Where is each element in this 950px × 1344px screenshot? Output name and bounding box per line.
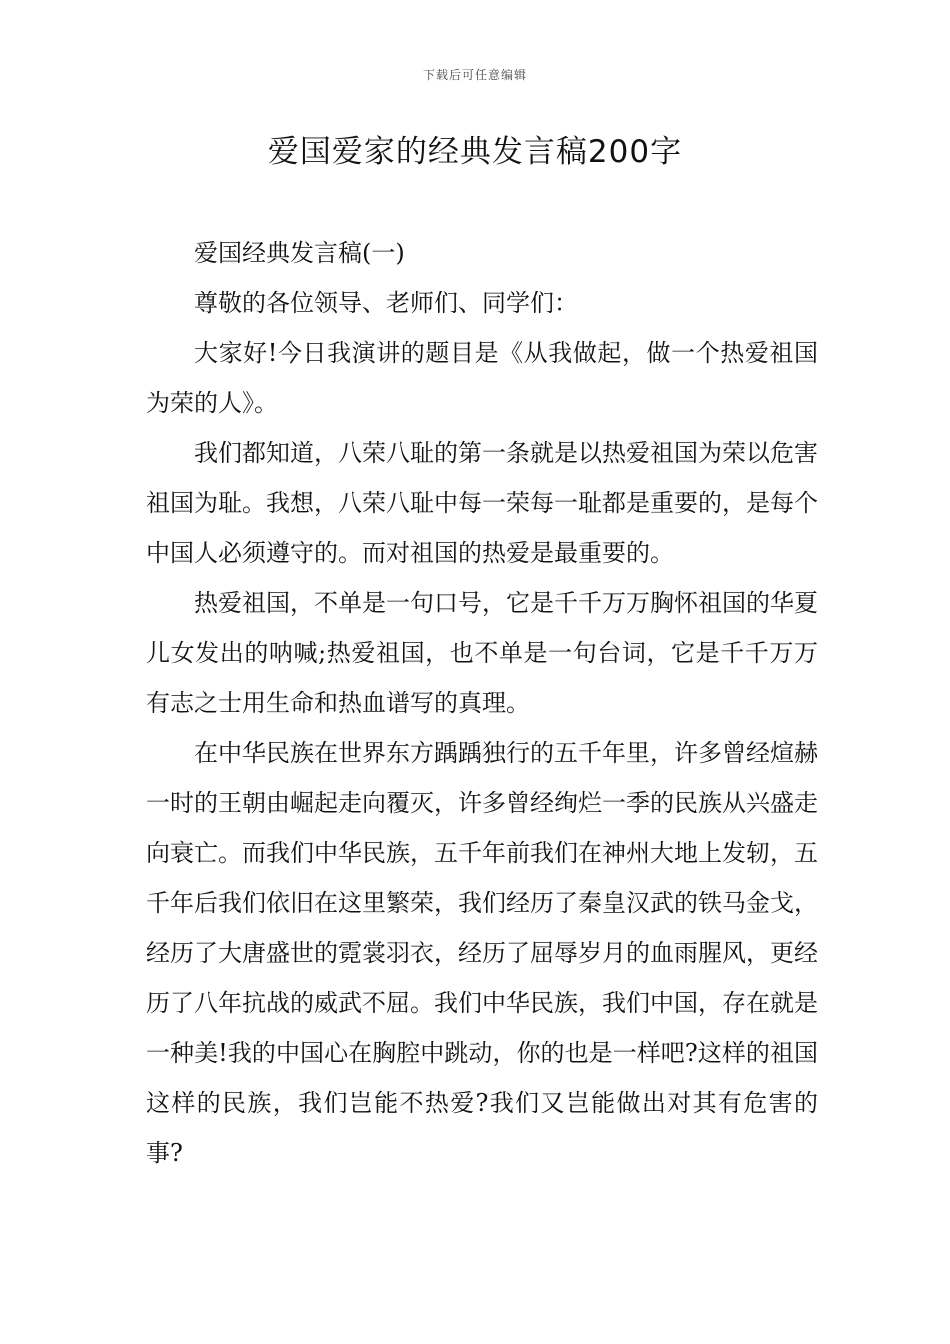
body-paragraph-subtitle: 爱国经典发言稿(一) bbox=[194, 239, 405, 267]
page-header-note: 下载后可任意编辑 bbox=[422, 68, 527, 82]
body-paragraph: 在中华民族在世界东方踽踽独行的五千年里，许多曾经煊赫一时的王朝由崛起走向覆灭，许多曾经绚烂一季的民族从兴盛走向衰亡。而我们中华民族，五千年前我们在神州大地上发轫，五千年后我们依旧在这里繁荣，我们经历了秦皇汉武的铁马金戈，经历了大唐盛世的霓裳羽衣，经历了屈辱岁月的血雨腥风，更经历了八年抗战的威武不屈。我们中华民族，我们中国，存在就是一种美!我的中国心在胸腔中跳动，你的也是一样吧?这样的祖国这样的民族，我们岂能不热爱?我们又岂能做出对其有危害的事? bbox=[146, 739, 818, 1167]
document-title: 爱国爱家的经典发言稿200字 bbox=[267, 134, 683, 170]
document-body bbox=[146, 228, 818, 1178]
body-paragraph: 我们都知道，八荣八耻的第一条就是以热爱祖国为荣以危害祖国为耻。我想，八荣八耻中每一荣每一耻都是重要的，是每个中国人必须遵守的。而对祖国的热爱是最重要的。 bbox=[146, 439, 818, 567]
body-paragraph-salutation: 尊敬的各位领导、老师们、同学们： bbox=[194, 289, 578, 317]
body-paragraph: 热爱祖国，不单是一句口号，它是千千万万胸怀祖国的华夏儿女发出的呐喊;热爱祖国，也不单是一句台词，它是千千万万有志之士用生命和热血谱写的真理。 bbox=[146, 589, 818, 717]
body-paragraph: 大家好!今日我演讲的题目是《从我做起，做一个热爱祖国为荣的人》。 bbox=[146, 339, 818, 417]
